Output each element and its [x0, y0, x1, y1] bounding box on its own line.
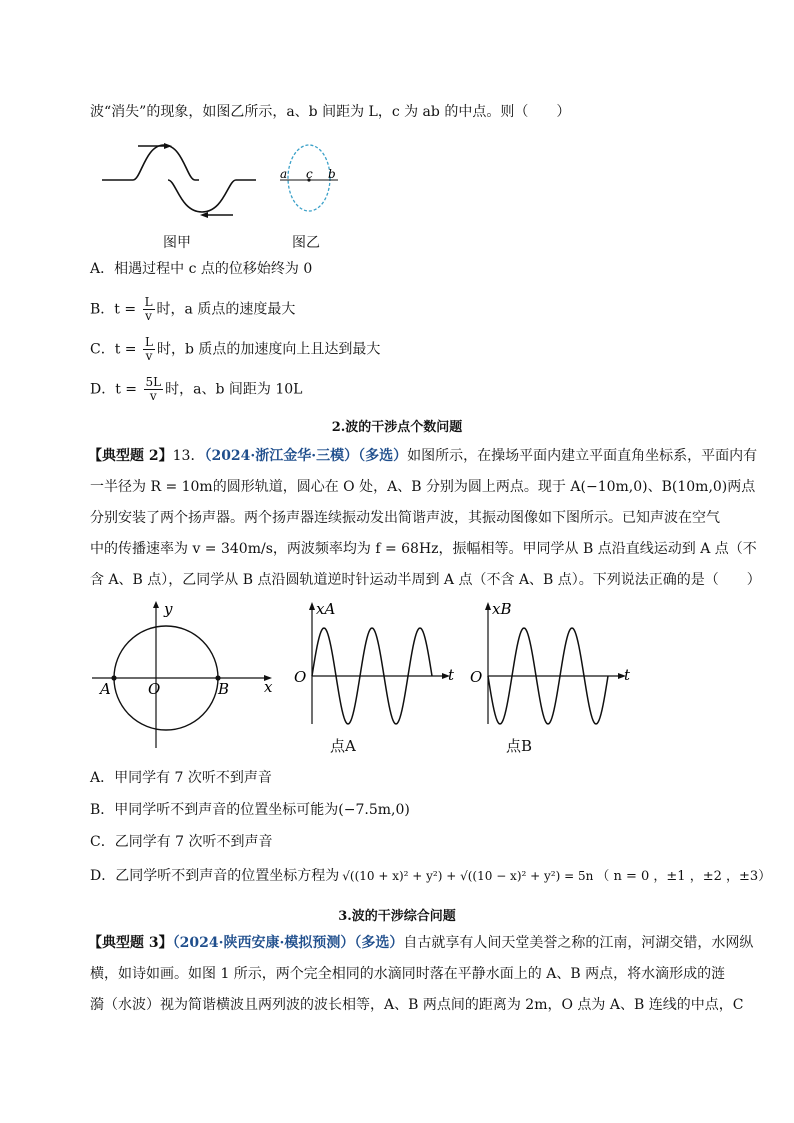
- axis-x: x: [264, 678, 273, 696]
- q2-option-d: D．乙同学听不到声音的位置坐标方程为 √((10 + x)² + y²) + √((10 − x)² + y²) = 5n （ n = 0 ，±1 ，±2 ，±3）: [90, 868, 772, 884]
- q2-line-5: 含 A、B 点），乙同学从 B 点沿圆轨道逆时针运动半周到 A 点（不含 A、B 点）。下列说法正确的是（ ）: [90, 572, 761, 588]
- question-intro: 波“消失”的现象，如图乙所示，a、b 间距为 L，c 为 ab 的中点。则（ ）: [90, 104, 571, 120]
- section-title-2: 2.波的干涉点个数问题: [331, 420, 463, 435]
- figure-xb: [466, 598, 638, 728]
- option-d: D．t = $\frac{5L}{v}$ 时，a、b 间距为 10L: [90, 375, 303, 403]
- point-a: A: [100, 680, 111, 698]
- figure-xa: [290, 598, 462, 728]
- xb-ylabel: xB: [492, 600, 512, 618]
- figure-yi: [278, 142, 340, 214]
- section-title-3: 3.波的干涉综合问题: [338, 909, 456, 924]
- axis-y: y: [164, 600, 173, 618]
- figure-yi-caption: 图乙: [292, 235, 320, 251]
- q3-line-3: 漪（水波）视为简谐横波且两列波的波长相等，A、B 两点间的距离为 2m，O 点为 A、B 连线的中点，C: [90, 997, 744, 1013]
- label-c: c: [306, 167, 313, 181]
- xa-caption: 点A: [330, 737, 356, 755]
- figure-jia-caption: 图甲: [163, 235, 191, 251]
- option-c: C．t = $\frac{L}{v}$ 时，b 质点的加速度向上且达到最大: [90, 335, 381, 363]
- xa-origin: O: [294, 668, 307, 686]
- q2-option-c: C．乙同学有 7 次听不到声音: [90, 834, 273, 850]
- xa-t: t: [448, 666, 455, 684]
- xa-ylabel: xA: [316, 600, 336, 618]
- q3-line-1: 【典型题 3】（2024·陕西安康·模拟预测）（多选）自古就享有人间天堂美誉之称的江南，河湖交错，水网纵: [88, 935, 754, 951]
- q3-line-2: 横，如诗如画。如图 1 所示，两个完全相同的水滴同时落在平静水面上的 A、B 两点，将水滴形成的涟: [90, 966, 726, 982]
- point-o: O: [148, 680, 161, 698]
- q2-line-3: 分别安装了两个扬声器。两个扬声器连续振动发出简谐声波，其振动图像如下图所示。已知声波在空气: [90, 510, 720, 526]
- q2-option-a: A．甲同学有 7 次听不到声音: [90, 770, 272, 786]
- q2-line-4: 中的传播速率为 v = 340m/s，两波频率均为 f = 68Hz，振幅相等。甲同学从 B 点沿直线运动到 A 点（不: [90, 541, 757, 557]
- xb-origin: O: [470, 668, 483, 686]
- figure-jia: [98, 140, 263, 225]
- label-a: a: [280, 167, 288, 181]
- q2-line-2: 一半径为 R = 10m的圆形轨道，圆心在 O 处，A、B 分别为圆上两点。现于 A(−10m,0)、B(10m,0)两点: [90, 479, 756, 495]
- xb-caption: 点B: [506, 737, 533, 755]
- option-a: A．相遇过程中 c 点的位移始终为 0: [90, 261, 313, 277]
- point-b: B: [218, 680, 230, 698]
- figure-circle: [88, 598, 278, 750]
- label-b: b: [328, 167, 336, 181]
- xb-t: t: [624, 666, 631, 684]
- q2-option-b: B．甲同学听不到声音的位置坐标可能为(−7.5m,0): [90, 802, 410, 818]
- q2-line-1: 【典型题 2】13．（2024·浙江金华·三模）（多选）如图所示，在操场平面内建立平面直角坐标系，平面内有: [88, 448, 758, 464]
- option-b: B．t = $\frac{L}{v}$ 时，a 质点的速度最大: [90, 295, 296, 323]
